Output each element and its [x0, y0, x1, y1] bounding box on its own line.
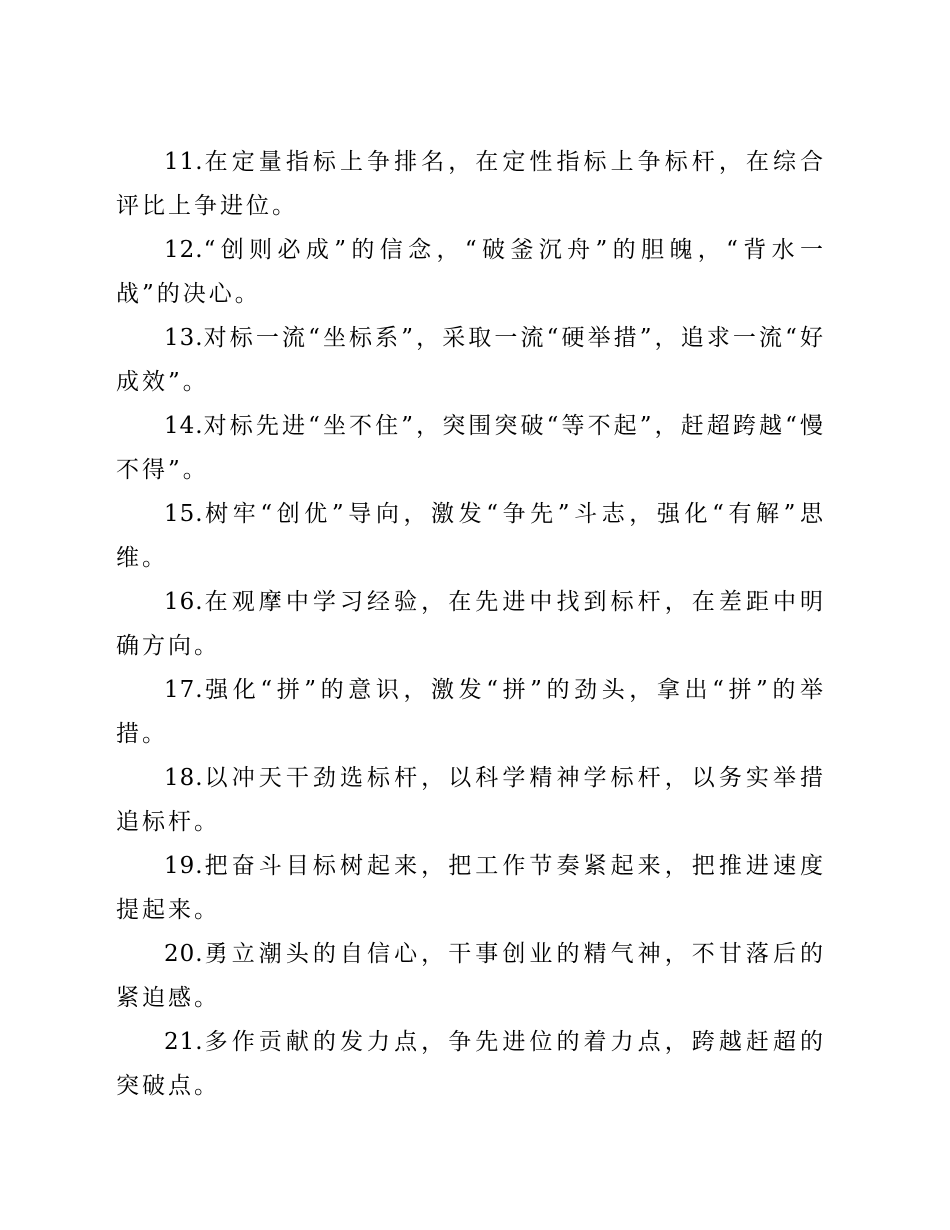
list-item-18 [116, 756, 826, 844]
list-item-20 [116, 932, 826, 1020]
item-number: 11. [164, 149, 204, 175]
list-item-15 [116, 492, 826, 580]
list-item-17 [116, 668, 826, 756]
item-text: 对标一流“坐标系”，采取一流“硬举措”，追求一流“好成效”。 [116, 325, 826, 395]
list-item-13 [116, 316, 826, 404]
item-number: 20. [164, 941, 204, 967]
item-text: 对标先进“坐不住”，突围突破“等不起”，赶超跨越“慢不得”。 [116, 413, 826, 483]
item-number: 17. [164, 677, 204, 703]
item-number: 12. [164, 237, 204, 263]
item-text: “创则必成”的信念，“破釜沉舟”的胆魄，“背水一战”的决心。 [116, 237, 826, 307]
item-number: 13. [164, 325, 204, 351]
list-item-19 [116, 844, 826, 932]
list-item-14 [116, 404, 826, 492]
item-text: 多作贡献的发力点，争先进位的着力点，跨越赶超的突破点。 [116, 1029, 826, 1099]
item-text: 树牢“创优”导向，激发“争先”斗志，强化“有解”思维。 [116, 501, 826, 571]
list-item-16 [116, 580, 826, 668]
item-text: 以冲天干劲选标杆，以科学精神学标杆，以务实举措追标杆。 [116, 765, 826, 835]
list-item-21 [116, 1020, 826, 1108]
item-text: 强化“拼”的意识，激发“拼”的劲头，拿出“拼”的举措。 [116, 677, 826, 747]
item-number: 21. [164, 1029, 204, 1055]
item-text: 把奋斗目标树起来，把工作节奏紧起来，把推进速度提起来。 [116, 853, 826, 923]
list-item-12 [116, 228, 826, 316]
item-number: 15. [164, 501, 204, 527]
document-body [116, 140, 826, 1108]
list-item-11 [116, 140, 826, 228]
item-number: 19. [164, 853, 204, 879]
item-number: 18. [164, 765, 204, 791]
item-text: 勇立潮头的自信心，干事创业的精气神，不甘落后的紧迫感。 [116, 941, 826, 1011]
item-number: 14. [164, 413, 204, 439]
item-number: 16. [164, 589, 204, 615]
item-text: 在定量指标上争排名，在定性指标上争标杆，在综合评比上争进位。 [116, 149, 826, 219]
item-text: 在观摩中学习经验，在先进中找到标杆，在差距中明确方向。 [116, 589, 826, 659]
